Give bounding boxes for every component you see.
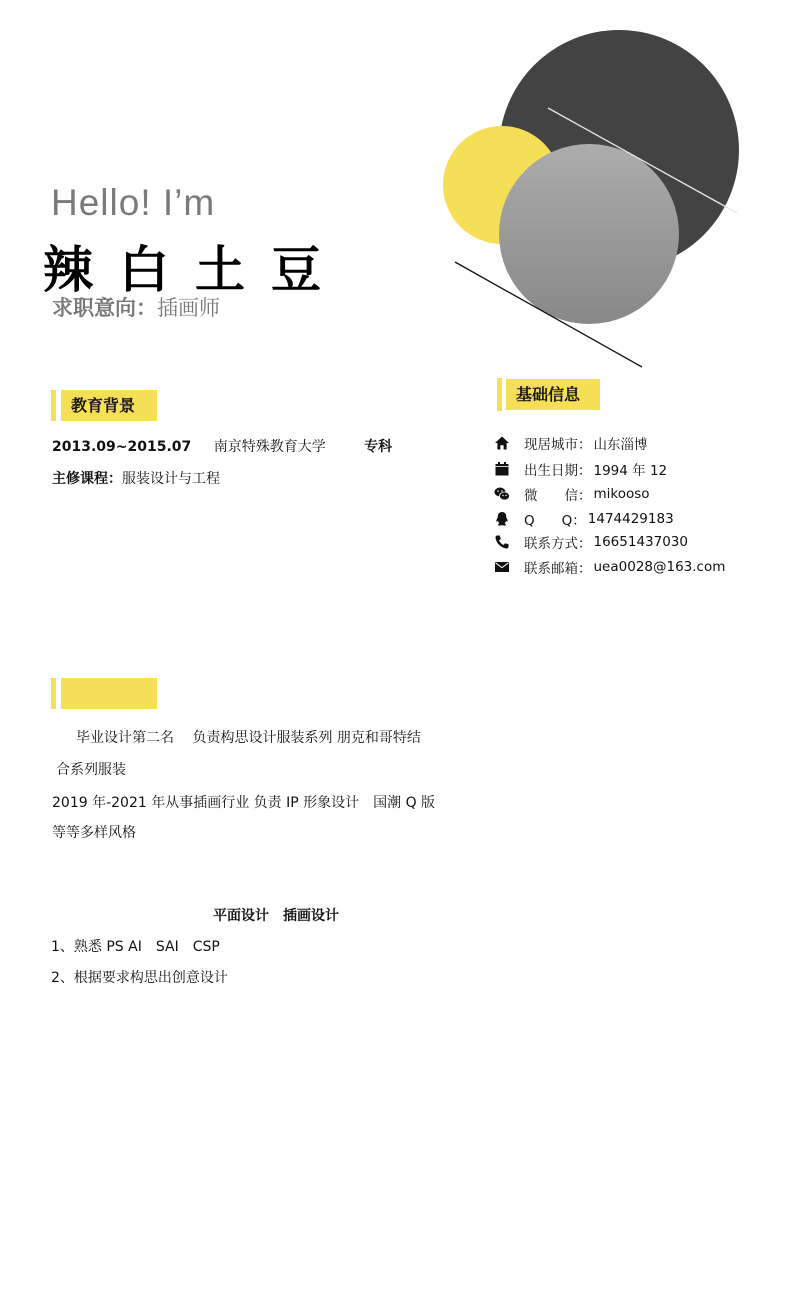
info-email: [494, 557, 725, 577]
info-value: 山东淄博: [593, 437, 648, 453]
education-school: 南京特殊教育大学: [213, 439, 326, 455]
skills-line: 2、根据要求构思出创意设计: [51, 970, 228, 986]
course-label: 主修课程：: [52, 471, 122, 487]
dark-circle: [499, 30, 739, 270]
info-wechat: [494, 484, 650, 504]
info-phone: [494, 532, 688, 552]
education-courses: [52, 468, 220, 488]
info-label: 现居城市：: [524, 437, 592, 453]
basic-info-section-marker: [497, 378, 502, 411]
objective-value: 插画师: [157, 296, 220, 320]
info-label: 出生日期：: [524, 463, 592, 479]
black-diagonal-line: [455, 262, 642, 367]
education-section-marker: [51, 390, 56, 421]
experience-line: 毕业设计第二名 负责构思设计服装系列 朋克和哥特结: [76, 730, 421, 746]
info-qq: [494, 509, 674, 529]
qq-icon: [494, 511, 510, 527]
education-section-title: 教育背景: [61, 390, 157, 421]
education-degree: 专科: [364, 439, 393, 455]
experience-line: 2019 年-2021 年从事插画行业 负责 IP 形象设计 国潮 Q 版: [52, 795, 436, 811]
candidate-name: 辣白土豆: [43, 241, 347, 299]
info-label: 联系方式：: [524, 536, 592, 552]
info-value: 16651437030: [593, 534, 688, 550]
skills-heading: 平面设计 插画设计: [213, 908, 339, 924]
mail-icon: [494, 559, 510, 575]
info-value: uea0028@163.com: [593, 559, 726, 575]
skills-line: 1、熟悉 PS AI SAI CSP: [51, 939, 220, 955]
course-value: 服装设计与工程: [122, 471, 220, 487]
info-value: mikooso: [593, 486, 650, 502]
experience-section-marker: [51, 678, 56, 709]
info-city: [494, 433, 648, 453]
greeting-text: Hello! I’m: [51, 182, 216, 223]
wechat-icon: [494, 486, 510, 502]
info-label: 微 信：: [524, 488, 592, 504]
education-period: 2013.09~2015.07: [52, 439, 192, 455]
phone-icon: [494, 534, 510, 550]
white-diagonal-line: [548, 108, 737, 213]
info-birth: [494, 459, 667, 479]
education-entry: [52, 436, 392, 456]
info-label: Q Q：: [524, 513, 586, 529]
experience-line: 等等多样风格: [52, 825, 136, 841]
home-icon: [494, 435, 510, 451]
yellow-circle: [443, 126, 561, 244]
info-value: 1994 年 12: [593, 463, 668, 479]
calendar-icon: [494, 461, 510, 477]
info-value: 1474429183: [587, 511, 674, 527]
info-label: 联系邮箱：: [524, 561, 592, 577]
basic-info-section-title: 基础信息: [506, 379, 600, 410]
gray-circle: [499, 144, 679, 324]
experience-section-title: [61, 678, 157, 709]
experience-line: 合系列服装: [56, 762, 126, 778]
objective-label: 求职意向：: [52, 296, 157, 320]
job-objective: [52, 292, 220, 322]
